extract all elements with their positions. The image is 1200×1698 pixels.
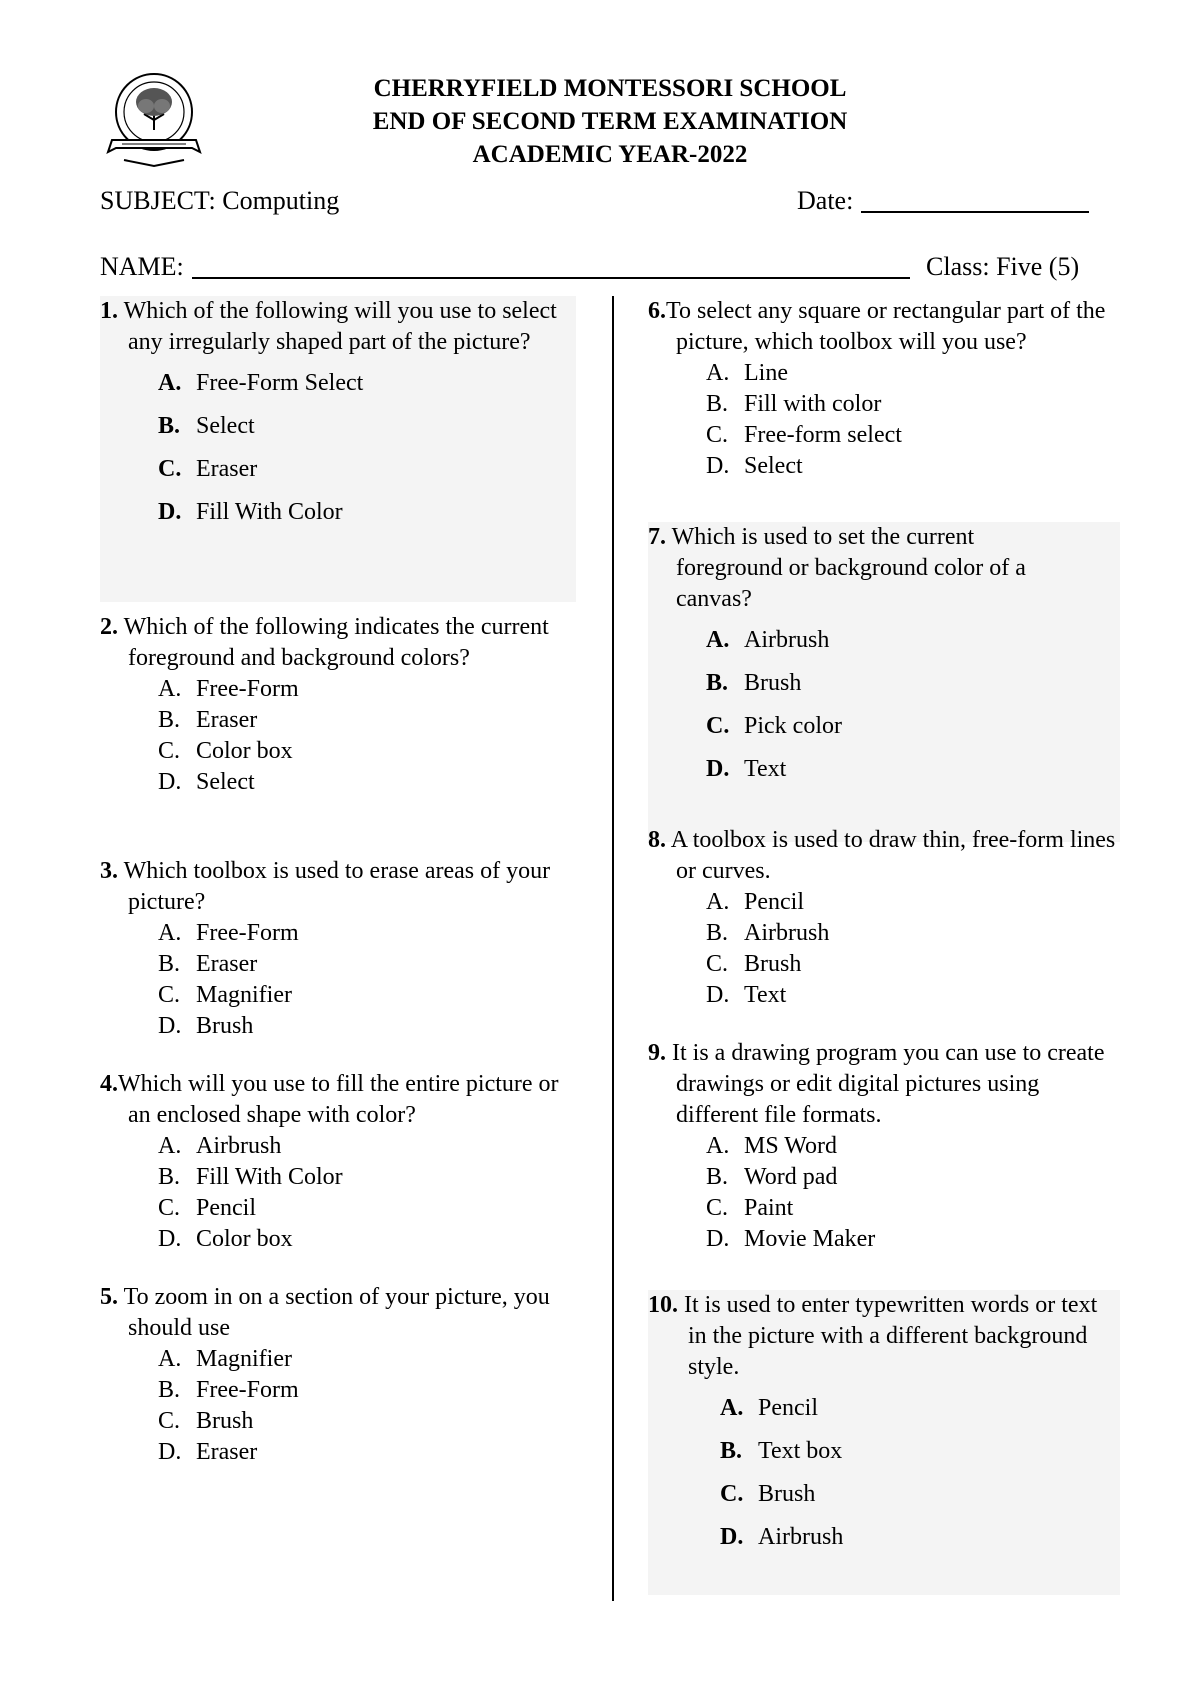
option-d[interactable]: D. Text (706, 756, 787, 782)
option-c[interactable]: C. Brush (158, 1408, 254, 1434)
question-number: 7. (648, 524, 666, 550)
question-text: It is a drawing program you can use to create drawings or edit digital pictures using different file formats. (672, 1040, 1105, 1128)
question-text: Which will you use to fill the entire picture or an enclosed shape with color? (118, 1071, 559, 1128)
option-a[interactable]: A. Free-Form (158, 676, 299, 702)
option-b[interactable]: B. Brush (706, 670, 802, 696)
option-b[interactable]: B. Word pad (706, 1164, 838, 1190)
date-field[interactable] (797, 186, 1089, 216)
option-a[interactable]: A. Free-Form (158, 920, 299, 946)
question-number: 4. (100, 1071, 118, 1097)
question-9 (648, 1038, 1120, 1255)
option-b[interactable]: B. Eraser (158, 707, 258, 733)
option-b[interactable]: B. Airbrush (706, 920, 830, 946)
question-number: 1. (100, 298, 118, 324)
question-number: 10. (648, 1292, 678, 1318)
question-3 (100, 856, 570, 1042)
question-text: Which of the following indicates the current foreground and background colors? (123, 614, 549, 671)
question-2 (100, 612, 570, 798)
option-d[interactable]: D. Fill With Color (158, 499, 343, 525)
option-d[interactable]: D. Brush (158, 1013, 254, 1039)
option-d[interactable]: D. Select (706, 453, 803, 479)
question-number: 2. (100, 614, 118, 640)
question-7 (648, 522, 1078, 797)
name-label: NAME: (100, 252, 184, 281)
question-number: 5. (100, 1284, 118, 1310)
option-b[interactable]: B. Fill with color (706, 391, 882, 417)
question-1 (100, 296, 570, 540)
option-a[interactable]: A. Airbrush (706, 627, 830, 653)
question-10 (648, 1290, 1118, 1565)
name-blank[interactable] (192, 253, 910, 279)
question-text: It is used to enter typewritten words or text in the picture with a different background style. (684, 1292, 1098, 1380)
option-c[interactable]: C. Magnifier (158, 982, 292, 1008)
question-text: Which of the following will you use to select any irregularly shaped part of the picture? (123, 298, 557, 355)
option-c[interactable]: C. Pick color (706, 713, 842, 739)
option-b[interactable]: B. Select (158, 413, 255, 439)
date-blank[interactable] (861, 187, 1089, 213)
option-a[interactable]: A. Airbrush (158, 1133, 282, 1159)
subject-label: SUBJECT: Computing (100, 186, 340, 215)
option-d[interactable]: D. Select (158, 769, 255, 795)
option-b[interactable]: B. Eraser (158, 951, 258, 977)
option-d[interactable]: D. Color box (158, 1226, 293, 1252)
question-6 (648, 296, 1120, 482)
option-c[interactable]: C. Paint (706, 1195, 794, 1221)
question-4 (100, 1069, 580, 1255)
question-text: To select any square or rectangular part of the picture, which toolbox will you use? (666, 298, 1106, 355)
option-c[interactable]: C. Eraser (158, 456, 258, 482)
option-a[interactable]: A. Magnifier (158, 1346, 292, 1372)
option-a[interactable]: A. MS Word (706, 1133, 837, 1159)
option-a[interactable]: A. Pencil (720, 1395, 818, 1421)
column-divider (612, 296, 614, 1601)
school-crest-icon (104, 70, 204, 170)
question-text: Which toolbox is used to erase areas of your picture? (123, 858, 551, 915)
question-number: 8. (648, 827, 666, 853)
exam-header (300, 72, 920, 171)
option-d[interactable]: D. Movie Maker (706, 1226, 876, 1252)
option-d[interactable]: D. Airbrush (720, 1524, 844, 1550)
option-c[interactable]: C. Brush (720, 1481, 816, 1507)
option-d[interactable]: D. Eraser (158, 1439, 258, 1465)
name-field[interactable] (100, 252, 910, 282)
option-c[interactable]: C. Color box (158, 738, 293, 764)
question-text: To zoom in on a section of your picture, you should use (123, 1284, 550, 1341)
option-b[interactable]: B. Text box (720, 1438, 843, 1464)
option-c[interactable]: C. Pencil (158, 1195, 256, 1221)
option-a[interactable]: A. Line (706, 360, 788, 386)
question-8 (648, 825, 1120, 1011)
question-number: 9. (648, 1040, 666, 1066)
school-name: CHERRYFIELD MONTESSORI SCHOOL (373, 75, 847, 102)
question-5 (100, 1282, 580, 1468)
question-number: 3. (100, 858, 118, 884)
option-b[interactable]: B. Fill With Color (158, 1164, 343, 1190)
question-number: 6. (648, 298, 666, 324)
option-a[interactable]: A. Pencil (706, 889, 804, 915)
academic-year: ACADEMIC YEAR-2022 (472, 141, 748, 168)
option-c[interactable]: C. Brush (706, 951, 802, 977)
exam-title: END OF SECOND TERM EXAMINATION (372, 108, 848, 135)
option-d[interactable]: D. Text (706, 982, 787, 1008)
question-text: Which is used to set the current foreground or background color of a canvas? (671, 524, 1026, 612)
class-label: Class: Five (5) (926, 252, 1080, 281)
date-label: Date: (797, 186, 854, 215)
option-a[interactable]: A. Free-Form Select (158, 370, 364, 396)
question-text: A toolbox is used to draw thin, free-form lines or curves. (670, 827, 1116, 884)
option-b[interactable]: B. Free-Form (158, 1377, 299, 1403)
option-c[interactable]: C. Free-form select (706, 422, 902, 448)
